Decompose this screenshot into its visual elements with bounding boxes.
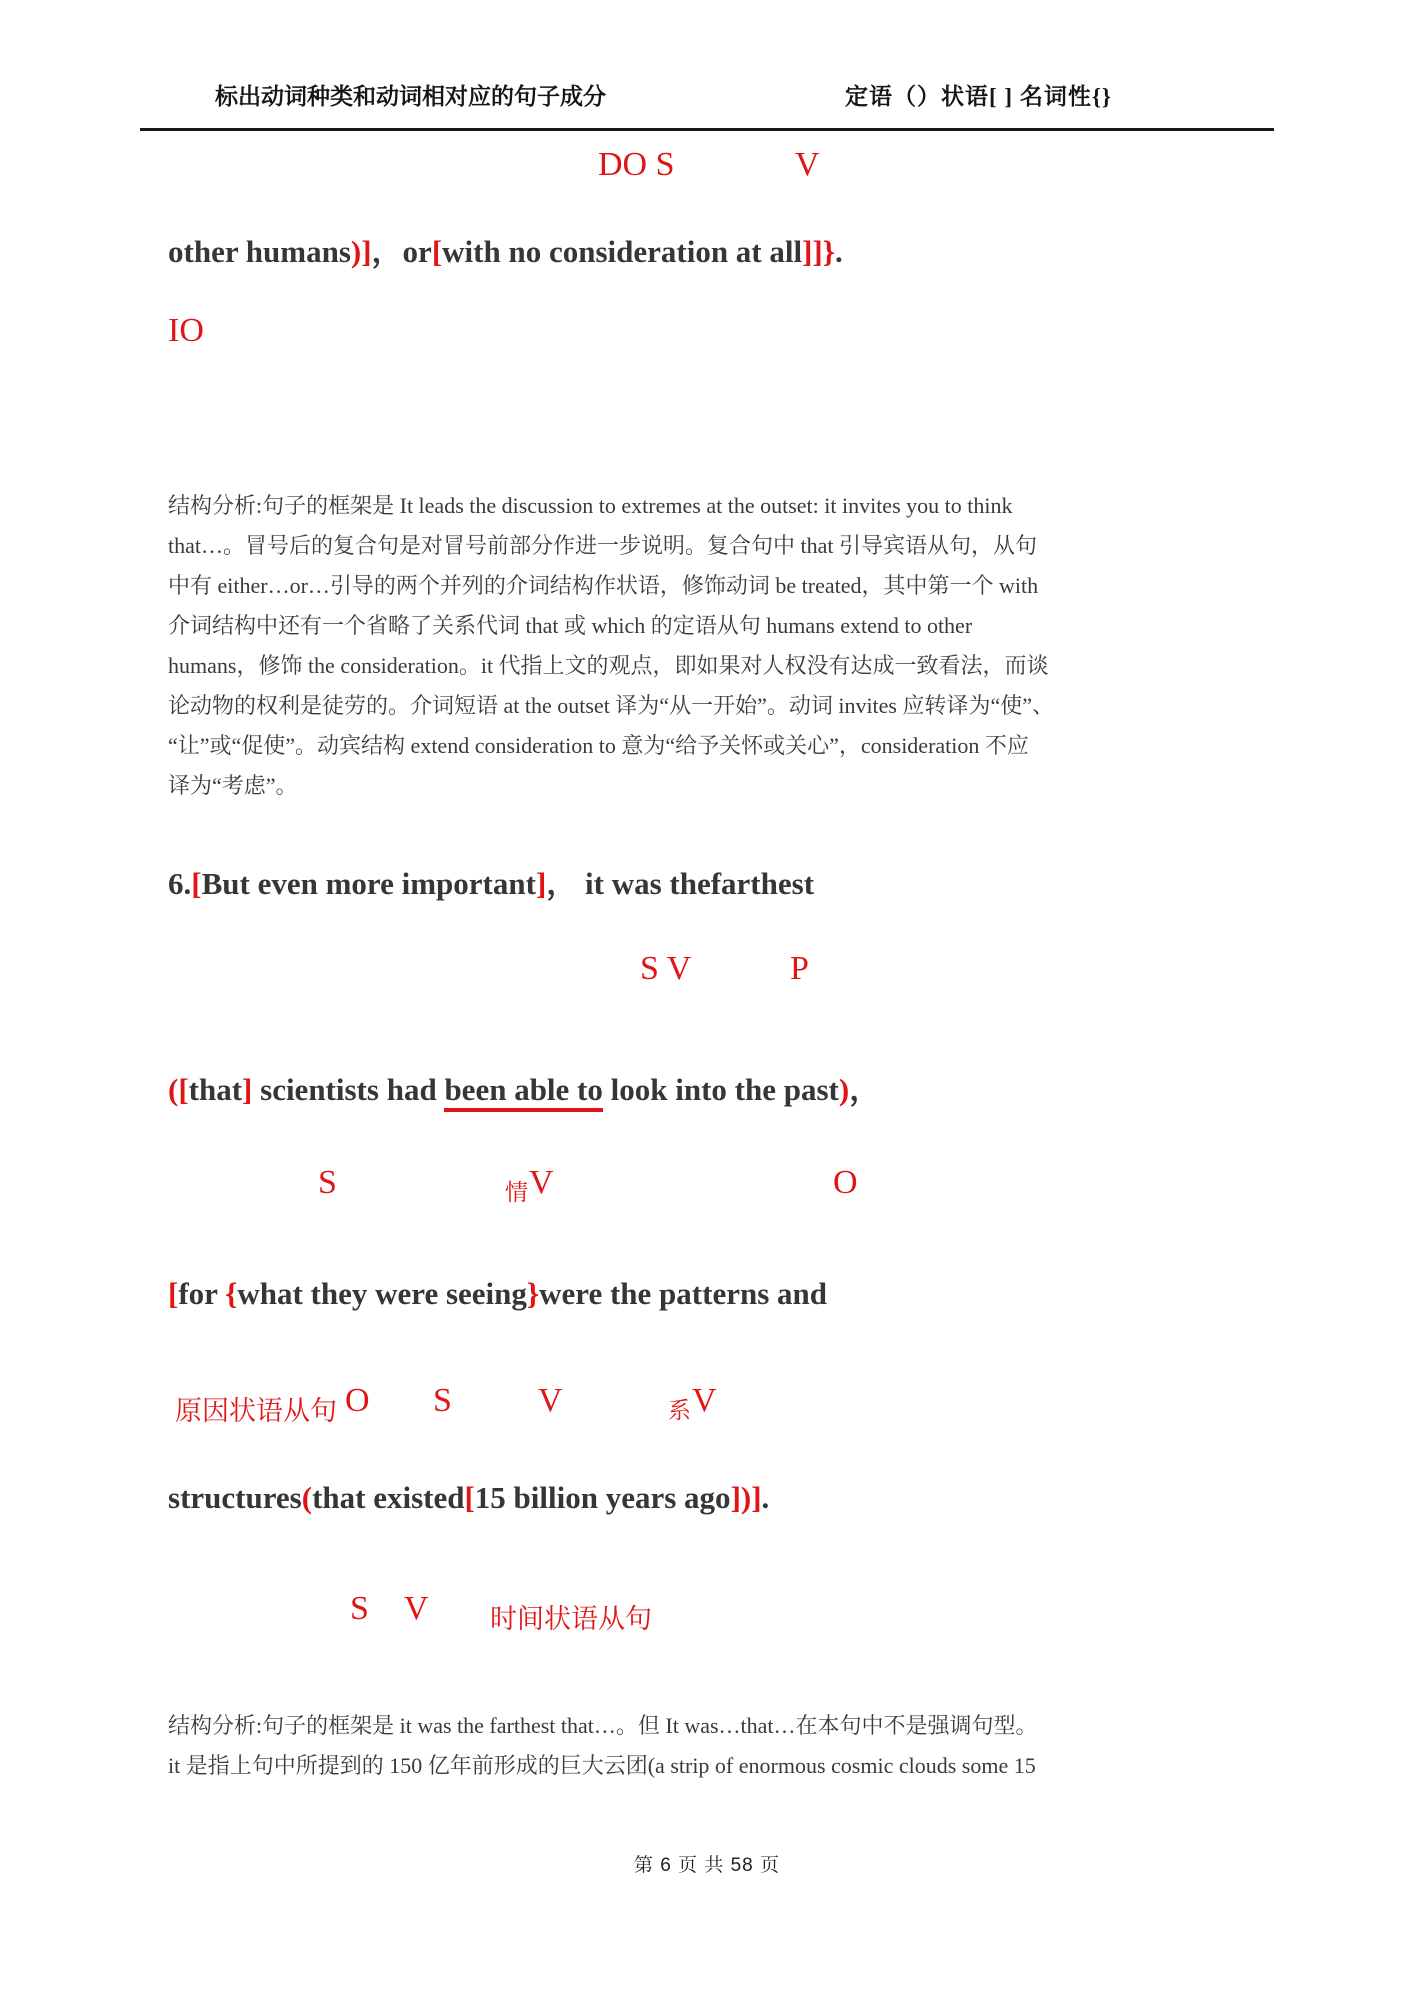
text-segment: [	[168, 1276, 179, 1311]
sentence6-line4	[168, 1480, 769, 1516]
text-segment: .	[761, 1480, 770, 1515]
text-segment: ，	[849, 1072, 881, 1107]
text-segment: ])]	[730, 1480, 762, 1515]
text-segment: ]	[242, 1072, 253, 1107]
paragraph-line: it 是指上句中所提到的 150 亿年前形成的巨大云团(a strip of enormous cosmic clouds some 15	[168, 1753, 1036, 1778]
text-segment: S	[433, 1382, 452, 1419]
text-segment: V	[692, 1382, 717, 1419]
text-segment: V	[404, 1590, 429, 1627]
text-segment: O	[833, 1164, 858, 1201]
structure-analysis-paragraph-5	[168, 486, 1258, 806]
text-segment: with no consideration at all	[442, 234, 803, 269]
header-title: 标出动词种类和动词相对应的句子成分	[215, 84, 606, 109]
text-segment: ，	[371, 234, 403, 269]
text-segment: it was thefarthest	[577, 866, 815, 901]
text-segment: that existed	[312, 1480, 465, 1515]
text-segment: S	[350, 1590, 369, 1627]
page-footer: 第 6 页 共 58 页	[633, 1855, 781, 1876]
text-segment: 系	[668, 1398, 691, 1423]
structure-analysis-paragraph-6	[168, 1706, 1258, 1786]
text-segment: ]	[535, 866, 547, 901]
text-segment: S V	[640, 950, 692, 987]
annotation-row-s-qingv-o	[0, 1164, 1414, 1210]
text-segment: scientists had	[252, 1072, 445, 1107]
text-segment: V	[538, 1382, 563, 1419]
text-segment: S	[318, 1164, 337, 1201]
paragraph-line: “让”或“促使”。动宾结构 extend consideration to 意为“给予关怀或关心”，consideration 不应	[168, 733, 1029, 758]
text-segment: O	[345, 1382, 370, 1419]
text-segment: P	[790, 950, 809, 987]
text-segment: what they were seeing	[237, 1276, 527, 1311]
text-segment: 6.	[168, 866, 192, 901]
paragraph-line: 论动物的权利是徒劳的。介词短语 at the outset 译为“从一开始”。动词 invites 应转译为“使”、	[168, 693, 1055, 718]
sentence6-line2	[168, 1064, 880, 1109]
annotation-row-do-s-v	[0, 146, 1414, 192]
paragraph-line: 结构分析:句子的框架是 It leads the discussion to extremes at the outset: it invites you to think	[168, 493, 1013, 518]
text-segment: ，	[546, 866, 578, 901]
paragraph-line: 结构分析:句子的框架是 it was the farthest that…。但 It was…that…在本句中不是强调句型。	[168, 1713, 1038, 1738]
text-segment: .	[834, 234, 843, 269]
annotation-row-time-clause	[0, 1590, 1414, 1636]
text-segment: ]]}	[802, 234, 835, 269]
text-segment: 情	[505, 1180, 528, 1205]
text-segment: DO S	[598, 146, 675, 183]
text-segment: )]	[350, 234, 372, 269]
sentence5-tail	[168, 226, 843, 271]
annotation-row-reason-clause	[0, 1382, 1414, 1428]
sentence6-line3	[168, 1276, 827, 1312]
text-segment: look into the past	[602, 1072, 839, 1107]
text-segment: were the patterns and	[539, 1276, 827, 1311]
text-segment: [	[191, 866, 202, 901]
paragraph-line: that…。冒号后的复合句是对冒号前部分作进一步说明。复合句中 that 引导宾语从句，从句	[168, 533, 1037, 558]
text-segment: 时间状语从句	[490, 1604, 652, 1634]
text-segment: But even more important	[201, 866, 536, 901]
sentence6-heading	[168, 858, 814, 903]
text-segment: {	[225, 1276, 238, 1311]
text-segment: }	[526, 1276, 540, 1311]
text-segment: or	[402, 234, 432, 269]
text-segment: (	[301, 1480, 313, 1515]
text-segment: 原因状语从句	[175, 1396, 337, 1426]
text-segment: IO	[168, 312, 204, 349]
header-rule	[140, 128, 1274, 131]
paragraph-line: 介词结构中还有一个省略了关系代词 that 或 which 的定语从句 humans extend to other	[168, 613, 973, 638]
text-segment: [	[464, 1480, 475, 1515]
annotation-row-io	[0, 312, 1414, 358]
text-segment: that	[188, 1072, 243, 1107]
text-segment: been able to	[444, 1072, 602, 1112]
text-segment: V	[795, 146, 820, 183]
text-segment: for	[178, 1276, 226, 1311]
text-segment: V	[529, 1164, 554, 1201]
text-segment: )	[838, 1072, 850, 1107]
paragraph-line: humans，修饰 the consideration。it 代指上文的观点，即如果对人权没有达成一致看法，而谈	[168, 653, 1049, 678]
paragraph-line: 译为“考虑”。	[168, 773, 298, 798]
text-segment: [	[431, 234, 443, 269]
annotation-row-s-v-p	[0, 950, 1414, 996]
text-segment: other humans	[168, 234, 351, 269]
paragraph-line: 中有 either…or…引导的两个并列的介词结构作状语，修饰动词 be treated，其中第一个 with	[168, 573, 1039, 598]
text-segment: 15 billion years ago	[474, 1480, 731, 1515]
text-segment: structures	[168, 1480, 302, 1515]
text-segment: ([	[168, 1072, 189, 1107]
header-bracket-legend: 定语（）状语[ ] 名词性{}	[845, 84, 1112, 109]
